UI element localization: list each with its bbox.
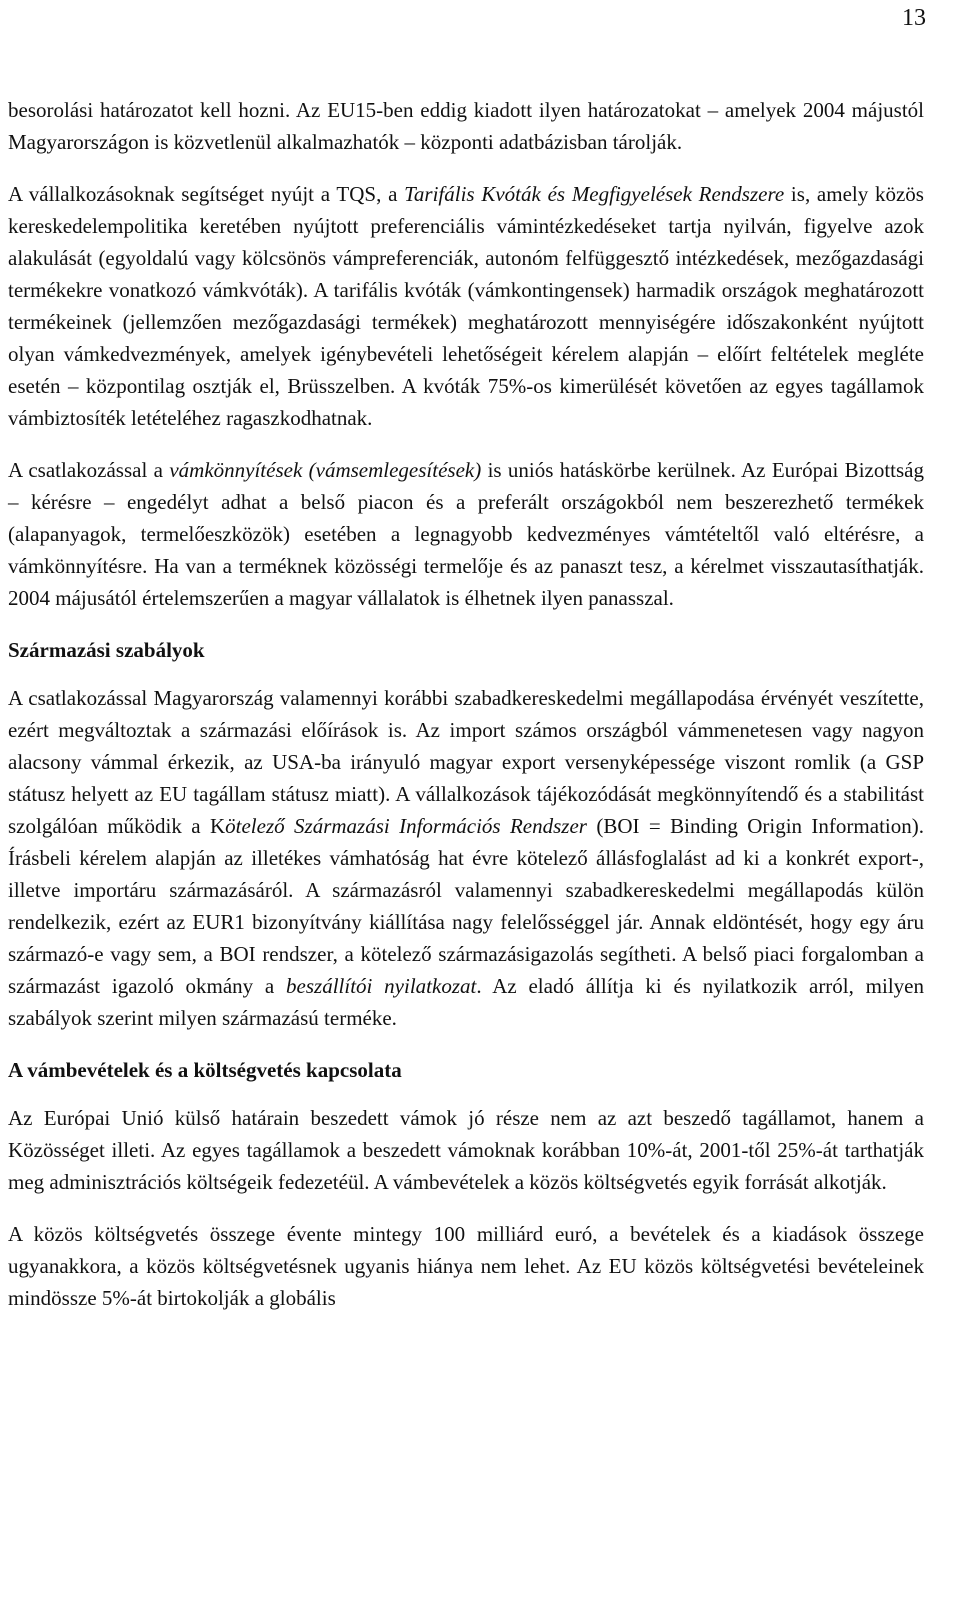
paragraph-customs-relief [8, 454, 924, 614]
paragraph-tqs [8, 178, 924, 434]
paragraph-text: is uniós hatáskörbe kerülnek. Az Európai Bizottság – kérésre – engedélyt adhat a belső piacon és a preferált országokból nem beszerezhető termékek (alapanyagok, termelőeszközök) esetében a legnagyobb kedvezményes vámtételtől való eltérésre, a vámkönnyítésre. Ha van a terméknek közösségi termelője és az panaszt tesz, a kérelmet visszautasíthatják. 2004 májusától értelemszerűen a magyar vállalatok is élhetnek ilyen panasszal. [8, 458, 925, 610]
section-heading-origin-rules: Származási szabályok [8, 638, 205, 662]
section-heading-customs-budget: A vámbevételek és a költségvetés kapcsolata [8, 1058, 402, 1082]
paragraph-classification [8, 94, 924, 158]
paragraph-text: besorolási határozatot kell hozni. Az EU15-ben eddig kiadott ilyen határozatokat – amelyek 2004 májustól Magyarországon is közvetlenül alkalmazhatók – központi adatbázisban tárolják. [8, 98, 924, 154]
paragraph-text: A vállalkozásoknak segítséget nyújt a TQS, a [8, 182, 405, 206]
italic-term: beszállítói nyilatkozat [286, 974, 477, 998]
paragraph-customs-revenue [8, 1102, 924, 1198]
paragraph-text: is, amely közös kereskedelempolitika keretében nyújtott preferenciális vámintézkedéseket tartja nyilván, figyelve azok alakulását (egyoldalú vagy kölcsönös vámpreferenciák, autonóm felfüggesztő intézkedések, mezőgazdasági termékekre vonatkozó vámkvóták). A tarifális kvóták (vámkontingensek) harmadik országok meghatározott termékeinek (jellemzően mezőgazdasági termékek) meghatározott mennyiségére időszakonként nyújtott olyan vámkedvezmények, amelyek igénybevételi lehetőségeit kérelem alapján – előírt feltételek megléte esetén – központilag osztják el, Brüsszelben. A kvóták 75%-os kimerülését követően az egyes tagállamok vámbiztosíték letételéhez ragaszkodhatnak. [8, 182, 924, 430]
paragraph-text: A közös költségvetés összege évente mintegy 100 milliárd euró, a bevételek és a kiadások összege ugyanakkora, a közös költségvetésnek ugyanis hiánya nem lehet. Az EU közös költségvetési bevételeinek mindössze 5%-át birtokolják a globális [8, 1222, 924, 1310]
italic-term: ötelező Származási Információs Rendszer [225, 814, 587, 838]
paragraph-budget [8, 1218, 924, 1314]
paragraph-origin-rules [8, 682, 924, 1034]
document-body [8, 94, 924, 1334]
italic-term: Tarifális Kvóták és Megfigyelések Rendszere [404, 182, 785, 206]
paragraph-text: Az Európai Unió külső határain beszedett vámok jó része nem az azt beszedő tagállamot, hanem a Közösséget illeti. Az egyes tagállamok a beszedett vámoknak korábban 10%-át, 2001-től 25%-át tarthatják meg adminisztrációs költségeik fedezetéül. A vámbevételek a közös költségvetés egyik forrását alkotják. [8, 1106, 924, 1194]
paragraph-text: A csatlakozással a [8, 458, 170, 482]
paragraph-text: (BOI = Binding Origin Information). Írásbeli kérelem alapján az illetékes vámhatóság hat évre kötelező állásfoglalást ad ki a konkrét export-, illetve importáru származásáról. A származásról valamennyi szabadkereskedelmi megállapodás külön rendelkezik, ezért az EUR1 bizonyítvány kiállítása nagy felelősséggel jár. Annak eldöntését, hogy egy áru származó-e vagy sem, a BOI rendszer, a kötelező származásigazolás segítheti. A belső piaci forgalomban a származást igazoló okmány a [8, 814, 924, 998]
italic-term: vámkönnyítések (vámsemlegesítések) [169, 458, 482, 482]
paragraph-text: . Az eladó állítja ki és nyilatkozik arról, milyen szabályok szerint milyen származású terméke. [8, 974, 924, 1030]
page-number: 13 [902, 5, 926, 31]
paragraph-text: A csatlakozással Magyarország valamennyi korábbi szabadkereskedelmi megállapodása érvényét veszítette, ezért megváltoztak a származási előírások is. Az import számos országból vámmenetesen vagy nagyon alacsony vámmal érkezik, az USA-ba irányuló magyar export versenyképessége viszont romlik (a GSP státusz helyett az EU tagállam státusz miatt). A vállalkozások tájékozódását megkönnyítendő és a stabilitást szolgálóan működik a K [8, 686, 924, 838]
